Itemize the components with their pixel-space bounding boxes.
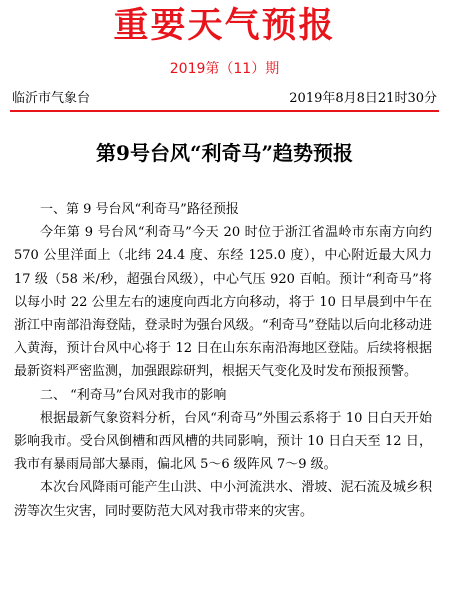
issue-number: 2019第（11）期	[169, 61, 280, 77]
section-2-heading: 二、 “利奇马”台风对我市的影响	[40, 387, 227, 403]
masthead-title: 重要天气预报	[113, 6, 336, 46]
article-body	[14, 198, 432, 523]
section-1-paragraph: 今年第 9 号台风“利奇马”今天 20 时位于浙江省温岭市东南方向约 570 公里洋面上（北纬 24.4 度、东经 125.0 度），中心附近最大风力 17 级（58 米/秒，超强台风级），中心气压 920 百帕。预计“利奇马”将以每小时 22 公里左右的速度向西北方向移动，将于 10 日早晨到中午在浙江中南部沿海登陆，登录时为强台风级。“利奇马”登陆以后向北移动进入黄海，预计台风中心将于 12 日在山东东南沿海地区登陆。后续将根据最新资料严密监测，加强跟踪研判，根据天气变化及时发布预报预警。	[14, 225, 432, 380]
red-divider	[10, 110, 439, 112]
agency-name: 临沂市气象台	[12, 91, 91, 106]
meta-row	[12, 90, 437, 108]
article-title: 第9号台风“利奇马”趋势预报	[96, 141, 353, 165]
section-1-heading: 一、第 9 号台风“利奇马”路径预报	[40, 202, 239, 217]
issue-datetime: 2019年8月8日21时30分	[289, 91, 437, 106]
section-3-paragraph: 本次台风降雨可能产生山洪、中小河流洪水、滑坡、泥石流及城乡积涝等次生灾害，同时要防范大风对我市带来的灾害。	[14, 480, 432, 519]
section-2-paragraph: 根据最新气象资料分析，台风“利奇马”外围云系将于 10 日白天开始影响我市。受台风倒槽和西风槽的共同影响，预计 10 日白天至 12 日，我市有暴雨局部大暴雨，偏北风 5～6 级阵风 7～9 级。	[14, 410, 432, 473]
